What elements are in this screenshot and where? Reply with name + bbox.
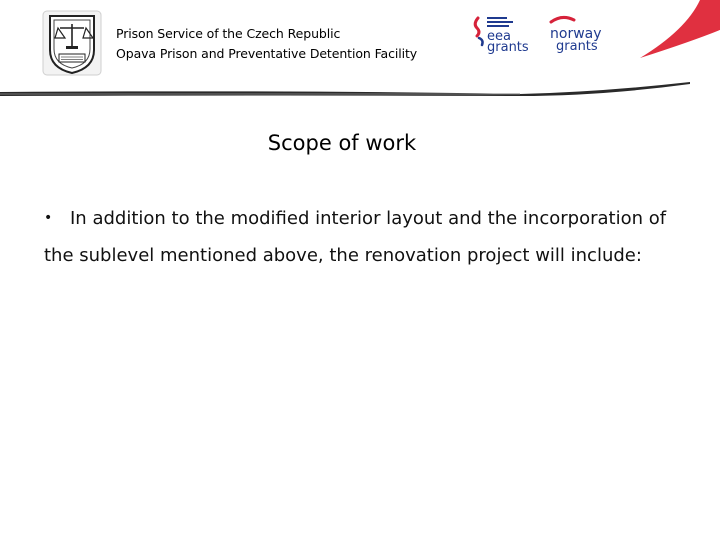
header-divider <box>0 80 720 102</box>
organization-title <box>116 24 417 64</box>
svg-text:grants: grants <box>556 39 598 54</box>
prison-service-crest-icon <box>42 10 102 76</box>
corner-swoosh-decoration <box>630 0 720 60</box>
slide-title <box>0 128 684 158</box>
bullet-item <box>44 200 684 274</box>
svg-text:grants: grants <box>487 40 529 54</box>
org-name-line: Prison Service of the Czech Republic <box>116 26 341 41</box>
svg-text:eea: eea <box>487 29 511 44</box>
slide-title-text: Scope of work <box>267 131 417 155</box>
eea-grants-logo <box>472 14 534 54</box>
svg-text:norway: norway <box>550 26 602 42</box>
facility-name-line: Opava Prison and Preventative Detention Facility <box>116 46 418 61</box>
norway-grants-logo <box>548 14 612 54</box>
bullet-icon: • <box>44 210 53 226</box>
bullet-text: In addition to the modified interior layout and the incorporation of the sublevel mentioned above, the renovation project will include: <box>44 208 667 266</box>
